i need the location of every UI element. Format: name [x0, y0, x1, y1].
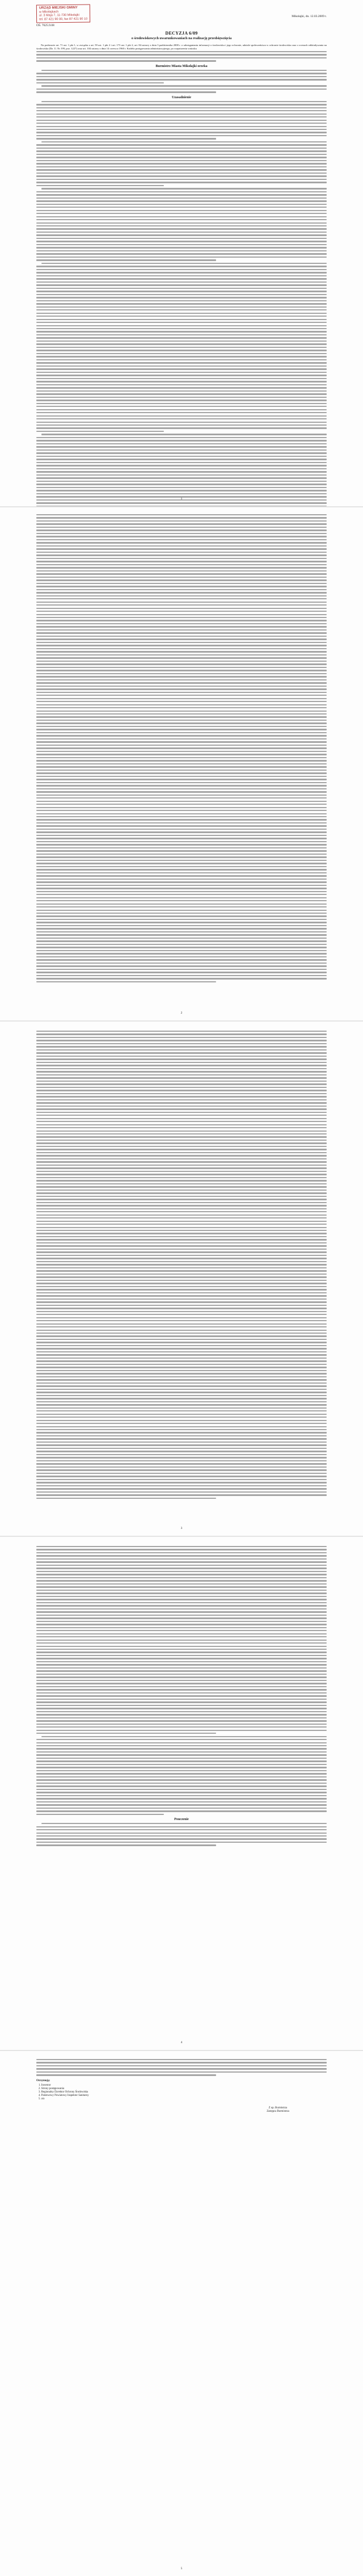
document-page-1 [0, 0, 363, 506]
reasons-heading: Uzasadnienie [171, 95, 191, 99]
decision-intro: Na podstawie art. 71 ust. 1 pkt 1, w związku z art. 59 ust. 1 pkt 2 i art. 173 ust. 1 pkt 2, art. 84 ustawy z dnia 3 października 2008 r. o udostępnianiu informacji o środowisku i jego ochronie, udziale społeczeństwa w ochronie środowiska oraz o ocenach oddziaływania na środowisko (Dz. U. Nr 199, poz. 1227) oraz art. 104 ustawy z dnia 14 czerwca 1960 r. Kodeks postępowania administracyjnego, po rozpatrzeniu wniosku [36, 44, 327, 50]
decision-title: DECYZJA 6/09 [165, 31, 198, 36]
stamp-title: URZĄD MIEJSKI GMINY [39, 6, 78, 10]
recipient-item: 5. a/a [39, 2097, 45, 2100]
signature-name: Zastępca Burmistrza [267, 2109, 289, 2113]
document-page-5 [0, 2051, 363, 2576]
stamp-line: tel. 87 421 90 00, fax 87 421 90 10 [39, 17, 88, 21]
reasons-text-continued [36, 1546, 327, 1815]
reasons-text-continued [36, 514, 327, 982]
decides-heading: Burmistrz Miasta Mikołajki orzeka [155, 64, 208, 68]
reasons-text-continued [36, 1031, 327, 1499]
recipient-item: 3. Regionalny Dyrektor Ochrony Środowiska [39, 2090, 88, 2094]
place-and-date: Mikołajki, dn. 12.03.2009 r. [292, 15, 327, 18]
recipients-list [36, 2079, 327, 2101]
reasons-text [36, 101, 327, 506]
reference-number: OŚ. 7625.9.08 [36, 24, 54, 27]
page-header [36, 3, 327, 23]
document-page-4 [0, 1537, 363, 2050]
closing-text [36, 2059, 327, 2076]
recipient-item: 1. Inwestor [39, 2083, 51, 2087]
recipient-item: 2. Strony postępowania [39, 2087, 65, 2090]
recipients-label: Otrzymują: [36, 2079, 50, 2082]
instruction-text [36, 1823, 327, 1846]
document-page-2 [0, 507, 363, 1020]
signature-role: Z up. Burmistrza [268, 2106, 288, 2109]
office-stamp [36, 5, 90, 23]
page-number: 1 [180, 497, 183, 501]
stamp-line: ul. 3 Maja 7, 11-730 Mikołajki [39, 13, 79, 18]
page-number: 5 [180, 2567, 183, 2570]
instruction-heading: Pouczenie [174, 1818, 189, 1822]
page-number: 2 [180, 1011, 183, 1015]
stamp-line: w Mikołajkach [39, 10, 59, 14]
operative-part [36, 70, 327, 93]
decision-subtitle: o środowiskowych uwarunkowaniach na realizację przedsięwzięcia [131, 36, 232, 40]
page-number: 3 [180, 1527, 183, 1530]
recipient-item: 4. Państwowy Powiatowy Inspektor Sanitarny [39, 2094, 89, 2097]
text-block [36, 51, 327, 62]
document-page-3 [0, 1022, 363, 1536]
signature-block [229, 2107, 327, 2113]
page-number: 4 [180, 2041, 183, 2044]
